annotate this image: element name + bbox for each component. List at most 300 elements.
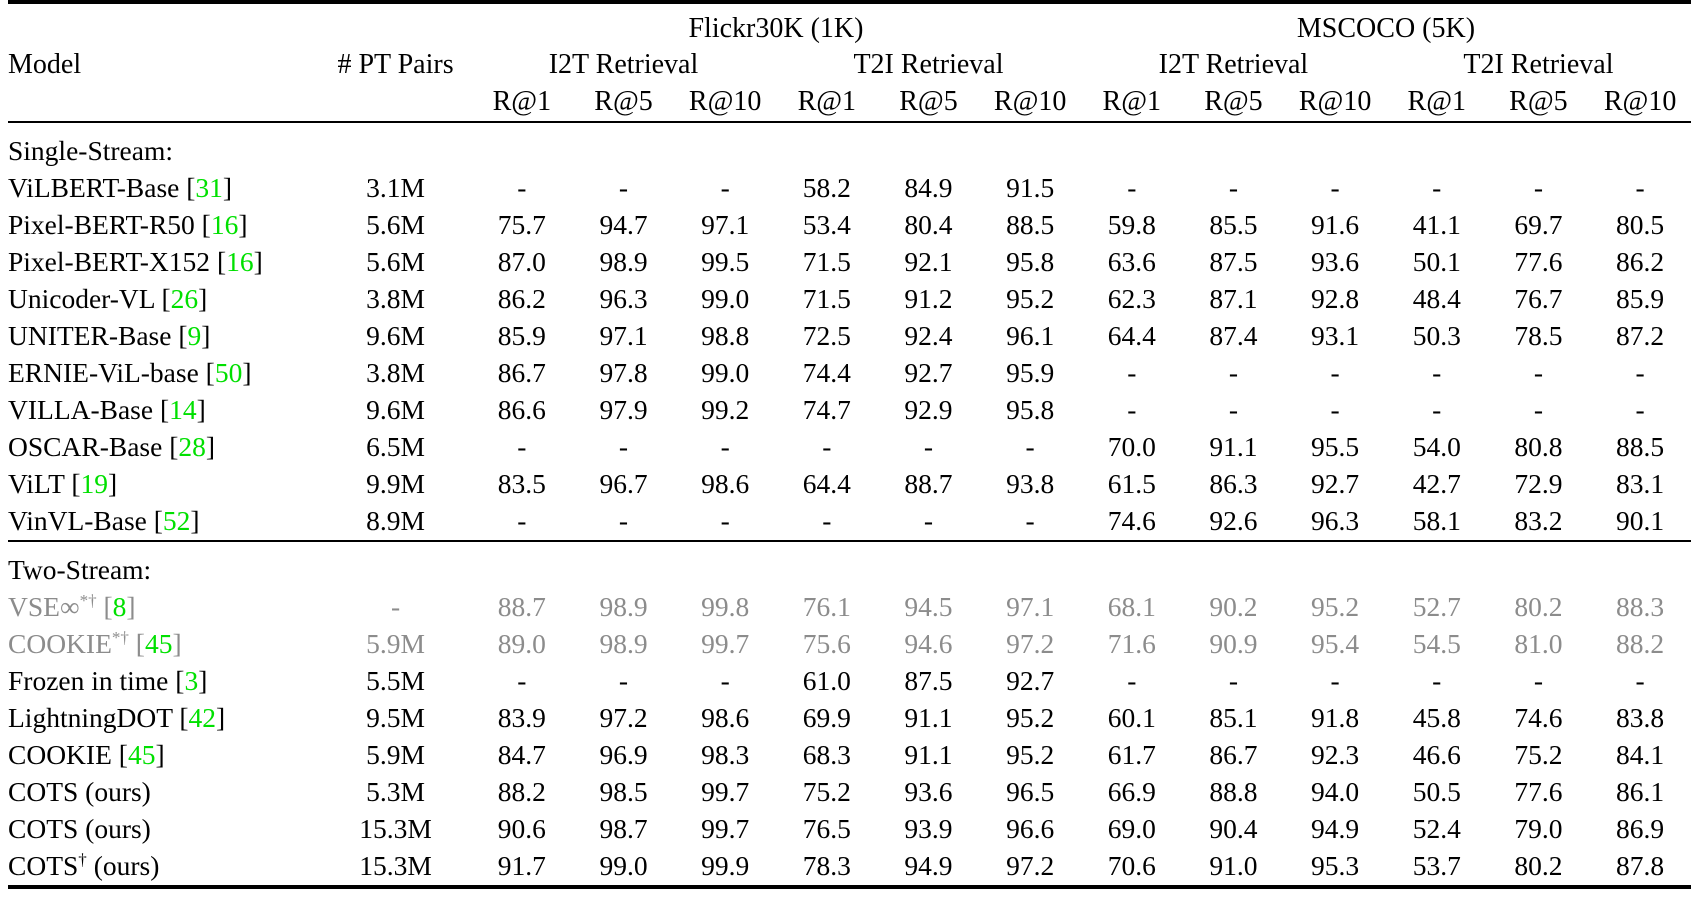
metric-value-cell: 98.6 bbox=[701, 467, 750, 499]
table-row bbox=[8, 700, 1691, 737]
metric-value-cell: - bbox=[1025, 504, 1035, 536]
metric-value-cell: 72.9 bbox=[1514, 467, 1563, 499]
header-row-metrics bbox=[8, 83, 1691, 121]
metric-value-cell: 94.9 bbox=[904, 849, 953, 881]
metric-value-cell: 92.6 bbox=[1209, 504, 1258, 536]
metric-value-cell: 95.5 bbox=[1311, 430, 1360, 462]
table-row bbox=[8, 244, 1691, 281]
metric-value-cell: 99.7 bbox=[701, 812, 750, 844]
metric-value-cell: 83.9 bbox=[497, 701, 546, 733]
citation-bracket-close: ] bbox=[198, 664, 208, 696]
model-name-cell bbox=[8, 244, 320, 281]
citation-number[interactable]: 14 bbox=[169, 393, 197, 425]
metric-value-cell: 90.6 bbox=[497, 812, 546, 844]
model-name: VSE∞ bbox=[8, 590, 80, 622]
metric-value-cell: - bbox=[1127, 356, 1137, 388]
model-name: Pixel-BERT-X152 bbox=[8, 245, 211, 277]
metric-value-cell: 92.7 bbox=[1311, 467, 1360, 499]
metric-value-cell: 96.1 bbox=[1006, 319, 1055, 351]
citation-bracket-open: [ bbox=[210, 245, 227, 277]
citation-bracket-open: [ bbox=[153, 393, 170, 425]
metric-value-cell: - bbox=[1533, 664, 1543, 696]
citation-bracket-close: ] bbox=[107, 467, 118, 499]
table-row bbox=[8, 848, 1691, 885]
metric-value-cell: - bbox=[1127, 171, 1137, 203]
metric-value-cell: 88.5 bbox=[1006, 208, 1055, 240]
metric-value-cell: 50.3 bbox=[1412, 319, 1461, 351]
metric-value-cell: - bbox=[1228, 393, 1239, 425]
metric-value-cell: 97.2 bbox=[1006, 849, 1055, 881]
citation-ref[interactable] bbox=[171, 320, 210, 351]
metric-value-cell: 48.4 bbox=[1412, 282, 1461, 314]
citation-bracket-close: ] bbox=[253, 245, 263, 277]
metric-value-cell: 96.5 bbox=[1006, 775, 1055, 807]
metric-value-cell: 88.7 bbox=[904, 467, 953, 499]
table-row bbox=[8, 355, 1691, 392]
pt-pairs-cell: 15.3M bbox=[359, 812, 432, 844]
model-name-cell bbox=[8, 466, 320, 503]
citation-bracket-open: [ bbox=[194, 208, 211, 240]
metric-value-cell: 85.9 bbox=[497, 319, 546, 351]
model-name-cell bbox=[8, 811, 320, 848]
metric-value-cell: - bbox=[1330, 356, 1340, 388]
citation-bracket-open: [ bbox=[64, 467, 81, 499]
citation-number[interactable]: 45 bbox=[127, 738, 156, 770]
metric-value-cell: 90.4 bbox=[1209, 812, 1258, 844]
citation-bracket-open: [ bbox=[168, 664, 185, 696]
spacer-row bbox=[8, 2, 1691, 11]
metric-value-cell: 41.1 bbox=[1412, 208, 1461, 240]
metric-value-cell: 60.1 bbox=[1107, 701, 1156, 733]
metric-value-cell: 99.7 bbox=[701, 627, 750, 659]
metric-value-cell: 69.7 bbox=[1514, 208, 1563, 240]
citation-bracket-open: [ bbox=[172, 701, 189, 733]
metric-header-3: R@1 bbox=[797, 86, 857, 118]
metric-value-cell: - bbox=[1330, 393, 1340, 425]
metric-value-cell: 95.2 bbox=[1006, 282, 1055, 314]
citation-ref[interactable] bbox=[97, 591, 136, 622]
metric-value-cell: 92.3 bbox=[1311, 738, 1360, 770]
table-row bbox=[8, 207, 1691, 244]
metric-value-cell: 64.4 bbox=[802, 467, 851, 499]
metric-value-cell: 83.5 bbox=[497, 467, 546, 499]
metric-value-cell: 52.7 bbox=[1412, 590, 1461, 622]
model-name-cell bbox=[8, 392, 320, 429]
metric-value-cell: 54.0 bbox=[1412, 430, 1461, 462]
metric-value-cell: 71.5 bbox=[802, 282, 851, 314]
table-row bbox=[8, 589, 1691, 626]
pt-pairs-cell: 8.9M bbox=[366, 504, 425, 536]
model-name-cell bbox=[8, 207, 320, 244]
metric-value-cell: 62.3 bbox=[1107, 282, 1156, 314]
metric-value-cell: 74.6 bbox=[1514, 701, 1563, 733]
metric-value-cell: 76.7 bbox=[1514, 282, 1563, 314]
citation-bracket-close: ] bbox=[242, 356, 252, 388]
model-name: COTS (ours) bbox=[8, 812, 151, 844]
section-heading: Two-Stream: bbox=[8, 553, 152, 585]
model-name-cell bbox=[8, 429, 320, 466]
metric-value-cell: 68.3 bbox=[802, 738, 851, 770]
metric-value-cell: 98.5 bbox=[599, 775, 648, 807]
metric-value-cell: 91.2 bbox=[904, 282, 953, 314]
model-name-cell bbox=[8, 626, 320, 663]
table-body bbox=[8, 0, 1691, 887]
metric-value-cell: - bbox=[1635, 171, 1645, 203]
metric-spacer-pt bbox=[320, 83, 471, 121]
metric-value-cell: 90.9 bbox=[1209, 627, 1258, 659]
citation-number[interactable]: 16 bbox=[226, 245, 254, 277]
dataset-group-title-0: Flickr30K (1K) bbox=[688, 13, 864, 44]
citation-number[interactable]: 9 bbox=[187, 319, 202, 351]
citation-ref[interactable] bbox=[153, 394, 206, 425]
model-name: ERNIE-ViL-base bbox=[8, 356, 199, 388]
metric-value-cell: 42.7 bbox=[1412, 467, 1461, 499]
table-row bbox=[8, 466, 1691, 503]
metric-value-cell: 64.4 bbox=[1107, 319, 1156, 351]
metric-value-cell: 63.6 bbox=[1107, 245, 1156, 277]
metric-value-cell: - bbox=[1432, 171, 1442, 203]
model-name-cell bbox=[8, 503, 320, 540]
metric-value-cell: - bbox=[720, 430, 730, 462]
model-name: ViLT bbox=[8, 467, 65, 499]
metric-value-cell: - bbox=[517, 430, 527, 462]
metric-value-cell: - bbox=[1330, 171, 1340, 203]
metric-value-cell: - bbox=[1228, 664, 1239, 696]
metric-value-cell: 91.1 bbox=[1209, 430, 1258, 462]
metric-value-cell: 99.7 bbox=[701, 775, 750, 807]
metric-value-cell: 80.8 bbox=[1514, 430, 1563, 462]
model-name: UNITER-Base bbox=[8, 319, 172, 351]
metric-value-cell: 80.5 bbox=[1616, 208, 1665, 240]
metric-value-cell: 99.0 bbox=[701, 356, 750, 388]
metric-value-cell: - bbox=[618, 171, 629, 203]
metric-value-cell: 81.0 bbox=[1514, 627, 1563, 659]
metric-value-cell: 83.2 bbox=[1514, 504, 1563, 536]
metric-value-cell: - bbox=[1228, 356, 1239, 388]
metric-value-cell: 94.9 bbox=[1311, 812, 1360, 844]
header-spacer-model bbox=[8, 11, 320, 47]
metric-value-cell: - bbox=[1127, 393, 1137, 425]
metric-value-cell: 96.9 bbox=[599, 738, 648, 770]
metric-value-cell: - bbox=[720, 504, 730, 536]
citation-ref[interactable] bbox=[112, 739, 165, 770]
metric-value-cell: - bbox=[1228, 171, 1239, 203]
metric-value-cell: 86.2 bbox=[497, 282, 546, 314]
citation-number[interactable]: 50 bbox=[214, 356, 243, 388]
citation-number[interactable]: 16 bbox=[210, 208, 239, 240]
model-name-suffix: (ours) bbox=[86, 849, 160, 881]
metric-value-cell: 69.0 bbox=[1107, 812, 1156, 844]
metric-value-cell: 96.3 bbox=[1311, 504, 1360, 536]
model-name-cell bbox=[8, 774, 320, 811]
metric-value-cell: 99.0 bbox=[599, 849, 648, 881]
table-row bbox=[8, 281, 1691, 318]
metric-value-cell: 95.2 bbox=[1006, 738, 1055, 770]
citation-bracket-open: [ bbox=[171, 319, 188, 351]
metric-header-9: R@1 bbox=[1407, 86, 1466, 118]
pt-pairs-cell: 6.5M bbox=[366, 430, 425, 462]
section-heading-row bbox=[8, 132, 1691, 170]
metric-value-cell: 95.4 bbox=[1311, 627, 1360, 659]
spacer-row bbox=[8, 122, 1691, 132]
model-name: Unicoder-VL bbox=[8, 282, 155, 314]
citation-bracket-close: ] bbox=[196, 393, 206, 425]
metric-header-7: R@5 bbox=[1204, 86, 1263, 118]
metric-value-cell: - bbox=[517, 504, 527, 536]
metric-value-cell: 97.9 bbox=[599, 393, 648, 425]
metric-value-cell: 85.9 bbox=[1616, 282, 1665, 314]
metric-value-cell: 84.7 bbox=[497, 738, 546, 770]
citation-number[interactable]: 28 bbox=[178, 430, 206, 462]
section-heading: Single-Stream: bbox=[8, 134, 173, 166]
metric-value-cell: - bbox=[923, 430, 934, 462]
metric-value-cell: 95.3 bbox=[1311, 849, 1360, 881]
metric-value-cell: - bbox=[1635, 393, 1645, 425]
citation-bracket-close: ] bbox=[172, 627, 182, 659]
table-row bbox=[8, 392, 1691, 429]
metric-value-cell: - bbox=[1432, 393, 1442, 425]
metric-value-cell: - bbox=[720, 171, 730, 203]
retrieval-direction-1-1: T2I Retrieval bbox=[1463, 48, 1614, 80]
metric-value-cell: 95.8 bbox=[1006, 245, 1055, 277]
table-row bbox=[8, 626, 1691, 663]
metric-value-cell: 98.9 bbox=[599, 245, 648, 277]
metric-value-cell: 86.6 bbox=[497, 393, 546, 425]
metric-value-cell: 83.1 bbox=[1616, 467, 1665, 499]
pt-pairs-cell: 3.1M bbox=[366, 171, 425, 203]
metric-value-cell: 95.2 bbox=[1311, 590, 1360, 622]
metric-value-cell: - bbox=[618, 504, 629, 536]
citation-bracket-open: [ bbox=[179, 171, 196, 203]
metric-value-cell: 95.2 bbox=[1006, 701, 1055, 733]
metric-value-cell: 94.0 bbox=[1311, 775, 1360, 807]
model-name-cell bbox=[8, 663, 320, 700]
citation-ref[interactable] bbox=[210, 246, 263, 277]
pt-pairs-cell: - bbox=[390, 590, 401, 622]
metric-value-cell: 80.4 bbox=[904, 208, 953, 240]
metric-value-cell: 69.9 bbox=[802, 701, 851, 733]
metric-value-cell: - bbox=[923, 504, 934, 536]
metric-value-cell: - bbox=[517, 171, 527, 203]
metric-value-cell: 91.5 bbox=[1006, 171, 1055, 203]
metric-value-cell: 58.1 bbox=[1412, 504, 1461, 536]
citation-bracket-open: [ bbox=[96, 590, 113, 622]
metric-value-cell: 97.1 bbox=[701, 208, 750, 240]
metric-header-8: R@10 bbox=[1298, 86, 1372, 118]
metric-value-cell: 92.7 bbox=[904, 356, 953, 388]
metric-value-cell: - bbox=[517, 664, 527, 696]
metric-value-cell: 85.5 bbox=[1209, 208, 1258, 240]
metric-value-cell: 75.2 bbox=[802, 775, 851, 807]
metric-value-cell: 89.0 bbox=[497, 627, 546, 659]
citation-bracket-close: ] bbox=[222, 171, 233, 203]
model-name: COOKIE bbox=[8, 738, 112, 770]
pt-pairs-cell: 5.9M bbox=[366, 627, 425, 659]
metric-value-cell: 70.0 bbox=[1107, 430, 1156, 462]
model-marks: *† bbox=[79, 590, 97, 610]
metric-value-cell: 53.7 bbox=[1412, 849, 1461, 881]
table-rule-thick bbox=[8, 885, 1691, 887]
metric-value-cell: 59.8 bbox=[1107, 208, 1156, 240]
metric-value-cell: 86.9 bbox=[1616, 812, 1665, 844]
model-name-cell bbox=[8, 700, 320, 737]
citation-ref[interactable] bbox=[147, 505, 200, 536]
metric-spacer-model bbox=[8, 83, 320, 121]
metric-value-cell: 93.6 bbox=[904, 775, 953, 807]
citation-number[interactable]: 45 bbox=[144, 627, 173, 659]
citation-number[interactable]: 52 bbox=[162, 504, 191, 536]
citation-number[interactable]: 31 bbox=[195, 171, 223, 203]
model-name: COOKIE bbox=[8, 627, 112, 659]
metric-value-cell: 66.9 bbox=[1107, 775, 1156, 807]
table-row bbox=[8, 663, 1691, 700]
citation-bracket-close: ] bbox=[126, 590, 136, 622]
pt-pairs-cell: 9.6M bbox=[366, 393, 425, 425]
metric-value-cell: 99.5 bbox=[701, 245, 750, 277]
metric-value-cell: 74.7 bbox=[802, 393, 851, 425]
model-name-cell bbox=[8, 589, 320, 626]
metric-value-cell: 86.7 bbox=[497, 356, 546, 388]
metric-value-cell: 92.1 bbox=[904, 245, 953, 277]
metric-value-cell: 98.9 bbox=[599, 590, 648, 622]
metric-value-cell: 88.2 bbox=[1616, 627, 1665, 659]
citation-number[interactable]: 42 bbox=[188, 701, 217, 733]
metric-value-cell: 91.0 bbox=[1209, 849, 1258, 881]
metric-value-cell: 98.8 bbox=[701, 319, 750, 351]
model-marks: *† bbox=[111, 627, 129, 647]
metric-value-cell: 75.6 bbox=[802, 627, 851, 659]
metric-value-cell: 78.5 bbox=[1514, 319, 1563, 351]
metric-value-cell: 53.4 bbox=[802, 208, 851, 240]
metric-value-cell: 72.5 bbox=[802, 319, 851, 351]
metric-value-cell: 45.8 bbox=[1412, 701, 1461, 733]
pt-pairs-cell: 15.3M bbox=[359, 849, 432, 881]
metric-value-cell: 54.5 bbox=[1412, 627, 1461, 659]
metric-value-cell: 50.5 bbox=[1412, 775, 1461, 807]
citation-bracket-close: ] bbox=[238, 208, 248, 240]
metric-value-cell: 71.6 bbox=[1107, 627, 1156, 659]
column-header-pt-pairs: # PT Pairs bbox=[337, 48, 454, 80]
model-name-cell bbox=[8, 355, 320, 392]
metric-header-0: R@1 bbox=[492, 86, 552, 118]
citation-bracket-open: [ bbox=[111, 738, 128, 770]
metric-value-cell: 93.9 bbox=[904, 812, 953, 844]
pt-pairs-cell: 5.6M bbox=[366, 208, 425, 240]
metric-value-cell: 76.5 bbox=[802, 812, 851, 844]
metric-header-5: R@10 bbox=[993, 86, 1067, 118]
pt-pairs-cell: 9.6M bbox=[366, 319, 425, 351]
metric-value-cell: 88.3 bbox=[1616, 590, 1665, 622]
metric-value-cell: - bbox=[1533, 356, 1543, 388]
metric-value-cell: 79.0 bbox=[1514, 812, 1563, 844]
citation-ref[interactable] bbox=[155, 283, 208, 314]
metric-value-cell: 96.3 bbox=[599, 282, 648, 314]
table-row bbox=[8, 503, 1691, 540]
metric-value-cell: 99.2 bbox=[701, 393, 750, 425]
citation-number[interactable]: 8 bbox=[112, 590, 127, 622]
section-heading-row bbox=[8, 551, 1691, 589]
model-name-cell bbox=[8, 318, 320, 355]
table-row bbox=[8, 429, 1691, 466]
metric-value-cell: - bbox=[1635, 356, 1645, 388]
citation-bracket-open: [ bbox=[162, 430, 179, 462]
metric-value-cell: 92.8 bbox=[1311, 282, 1360, 314]
metric-value-cell: 87.5 bbox=[1209, 245, 1258, 277]
metric-value-cell: 95.8 bbox=[1006, 393, 1055, 425]
pt-pairs-cell: 9.9M bbox=[366, 467, 425, 499]
retrieval-direction-0-0: I2T Retrieval bbox=[548, 48, 699, 80]
citation-ref[interactable] bbox=[173, 702, 226, 733]
metric-header-6: R@1 bbox=[1102, 86, 1162, 118]
metric-value-cell: 91.1 bbox=[904, 738, 953, 770]
metric-value-cell: 93.1 bbox=[1311, 319, 1360, 351]
citation-number[interactable]: 26 bbox=[170, 282, 199, 314]
spacer-row bbox=[8, 541, 1691, 551]
metric-value-cell: 88.7 bbox=[497, 590, 546, 622]
pt-pairs-cell: 3.8M bbox=[366, 356, 425, 388]
header-row-datasets bbox=[8, 11, 1691, 47]
metric-value-cell: 93.8 bbox=[1006, 467, 1055, 499]
metric-value-cell: 98.9 bbox=[599, 627, 648, 659]
metric-value-cell: 58.2 bbox=[802, 171, 851, 203]
metric-value-cell: - bbox=[1533, 393, 1543, 425]
metric-value-cell: 98.3 bbox=[701, 738, 750, 770]
metric-value-cell: - bbox=[618, 430, 629, 462]
model-name: COTS (ours) bbox=[8, 775, 151, 807]
metric-value-cell: 84.9 bbox=[904, 171, 953, 203]
table-row bbox=[8, 811, 1691, 848]
citation-ref[interactable] bbox=[64, 468, 117, 499]
model-name: OSCAR-Base bbox=[8, 430, 163, 462]
metric-value-cell: - bbox=[1432, 664, 1442, 696]
metric-header-10: R@5 bbox=[1509, 86, 1568, 118]
citation-ref[interactable] bbox=[195, 209, 248, 240]
metric-value-cell: 61.7 bbox=[1107, 738, 1156, 770]
pt-pairs-cell: 3.8M bbox=[366, 282, 425, 314]
metric-value-cell: 68.1 bbox=[1107, 590, 1156, 622]
metric-value-cell: 87.1 bbox=[1209, 282, 1258, 314]
metric-value-cell: 83.8 bbox=[1616, 701, 1665, 733]
citation-ref[interactable] bbox=[129, 628, 182, 659]
metric-value-cell: - bbox=[1127, 664, 1137, 696]
citation-bracket-close: ] bbox=[205, 430, 216, 462]
metric-value-cell: 97.2 bbox=[599, 701, 648, 733]
metric-value-cell: 92.4 bbox=[904, 319, 953, 351]
citation-number[interactable]: 3 bbox=[184, 664, 199, 696]
pt-pairs-cell: 5.9M bbox=[366, 738, 425, 770]
column-header-model: Model bbox=[8, 48, 82, 80]
metric-value-cell: 88.5 bbox=[1616, 430, 1665, 462]
citation-ref[interactable] bbox=[199, 357, 252, 388]
metric-value-cell: 75.7 bbox=[497, 208, 546, 240]
metric-header-2: R@10 bbox=[688, 86, 762, 118]
metric-value-cell: 91.8 bbox=[1311, 701, 1360, 733]
metric-value-cell: 98.6 bbox=[701, 701, 750, 733]
citation-ref[interactable] bbox=[179, 172, 232, 203]
metric-value-cell: 75.2 bbox=[1514, 738, 1563, 770]
citation-ref[interactable] bbox=[168, 665, 207, 696]
citation-bracket-close: ] bbox=[201, 319, 211, 351]
citation-bracket-close: ] bbox=[190, 504, 200, 536]
citation-bracket-close: ] bbox=[216, 701, 226, 733]
metric-value-cell: - bbox=[1533, 171, 1543, 203]
citation-ref[interactable] bbox=[162, 431, 215, 462]
model-name: ViLBERT-Base bbox=[8, 171, 180, 203]
citation-number[interactable]: 19 bbox=[80, 467, 108, 499]
metric-value-cell: 61.0 bbox=[802, 664, 851, 696]
metric-value-cell: 96.7 bbox=[599, 467, 648, 499]
retrieval-direction-0-1: T2I Retrieval bbox=[853, 48, 1004, 80]
